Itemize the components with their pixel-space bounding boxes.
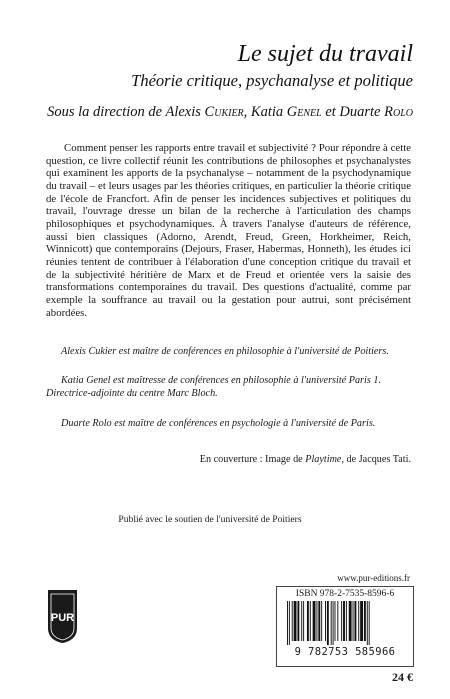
barcode-bar <box>327 601 329 645</box>
book-title: Le sujet du travail <box>237 41 413 67</box>
support-line: Publié avec le soutien de l'université de Poitiers <box>118 514 302 525</box>
barcode-bar <box>325 601 326 641</box>
bio-rolo: Duarte Rolo est maître de conférences en psychologie à l'université de Paris. <box>61 418 376 429</box>
barcode-bar <box>349 601 352 641</box>
barcode-bar <box>289 601 290 645</box>
editors-prefix: Sous la direction de Alexis <box>47 104 205 120</box>
bio-genel: Katia Genel est maîtresse de conférences en philosophie à l'université Paris 1. Directrice-adjointe du centre Marc Bloch. <box>46 375 382 399</box>
barcode-panel <box>276 586 414 667</box>
barcode-bar <box>297 601 299 641</box>
barcode-bar <box>310 601 311 641</box>
barcode-bar <box>346 601 347 641</box>
barcode-bar <box>321 601 322 641</box>
barcode-bar <box>367 601 368 645</box>
barcode-bar <box>318 601 320 641</box>
barcode-bar <box>369 601 370 645</box>
editor-surname-2: Genel <box>286 104 322 120</box>
barcode-bar <box>333 601 334 645</box>
barcode-bar <box>335 601 336 641</box>
barcode-bar <box>292 601 293 641</box>
barcode-bar <box>301 601 302 641</box>
cover-credit-prefix: En couverture : Image de <box>199 454 306 465</box>
barcode-bar <box>354 601 356 641</box>
barcode-bar <box>294 601 297 641</box>
publisher-website: www.pur-editions.fr <box>337 573 410 583</box>
barcode-bar <box>316 601 317 641</box>
barcode-bar <box>353 601 354 641</box>
price: 24 € <box>392 670 413 684</box>
barcode-bar <box>307 601 309 641</box>
barcode-bar <box>358 601 359 641</box>
barcode-bar <box>331 601 332 645</box>
editors-sep-1: , Katia <box>243 104 287 120</box>
editor-surname-3: Rolo <box>384 104 413 120</box>
barcode-bar <box>337 601 338 641</box>
barcode-bar <box>360 601 363 641</box>
editors-sep-2: et Duarte <box>321 104 385 120</box>
cover-credit <box>46 453 411 466</box>
barcode <box>286 601 406 645</box>
barcode-bar <box>341 601 342 641</box>
barcode-bar <box>313 601 316 641</box>
book-subtitle: Théorie critique, psychanalyse et politique <box>131 71 413 90</box>
isbn-text: ISBN 978-2-7535-8596-6 <box>295 589 395 599</box>
barcode-bar <box>343 601 345 641</box>
pur-logo-text: PUR <box>50 612 75 624</box>
editors-line <box>47 103 413 121</box>
ean-digits: 9 782753 585966 <box>294 646 396 658</box>
barcode-bar <box>287 601 288 645</box>
barcode-bar <box>303 601 304 641</box>
summary-paragraph: Comment penser les rapports entre travail et subjectivité ? Pour répondre à cette question, ce livre collectif réunit les contributions de philosophes et psychanalystes qui examinent les apports de la psychanalyse – notamment de la psychodynamique du travail – et leurs usages par les théories critiques, en particulier la théorie critique de l'école de Francfort. Afin de penser les incidences subjectives et politiques du travail, l'ouvrage dresse un bilan de la recherche à l'articulation des champs philosophiques et psychodynamiques. À travers l'analyse d'auteurs de référence, aussi bien classiques (Adorno, Arendt, Freud, Green, Horkheimer, Reich, Winnicott) que contemporains (Dejours, Fraser, Habermas, Honneth), les études ici réunies tentent de contribuer à l'élaboration d'une conception critique du travail et de la subjectivité héritière de Marx et de Freud et orientée vers la saisie des transformations contemporaines du travail. Des questions d'actualité, comme par exemple la souffrance au travail ou la gestation pour autrui, sont précisément abordées. <box>46 142 411 319</box>
editor-surname-1: Cukier <box>204 104 244 120</box>
cover-credit-film: Playtime <box>305 454 342 465</box>
cover-credit-suffix: , de Jacques Tati. <box>341 454 411 465</box>
barcode-bar <box>364 601 366 641</box>
bio-cukier: Alexis Cukier est maître de conférences en philosophie à l'université de Poitiers. <box>61 346 389 357</box>
pur-logo <box>46 588 79 644</box>
